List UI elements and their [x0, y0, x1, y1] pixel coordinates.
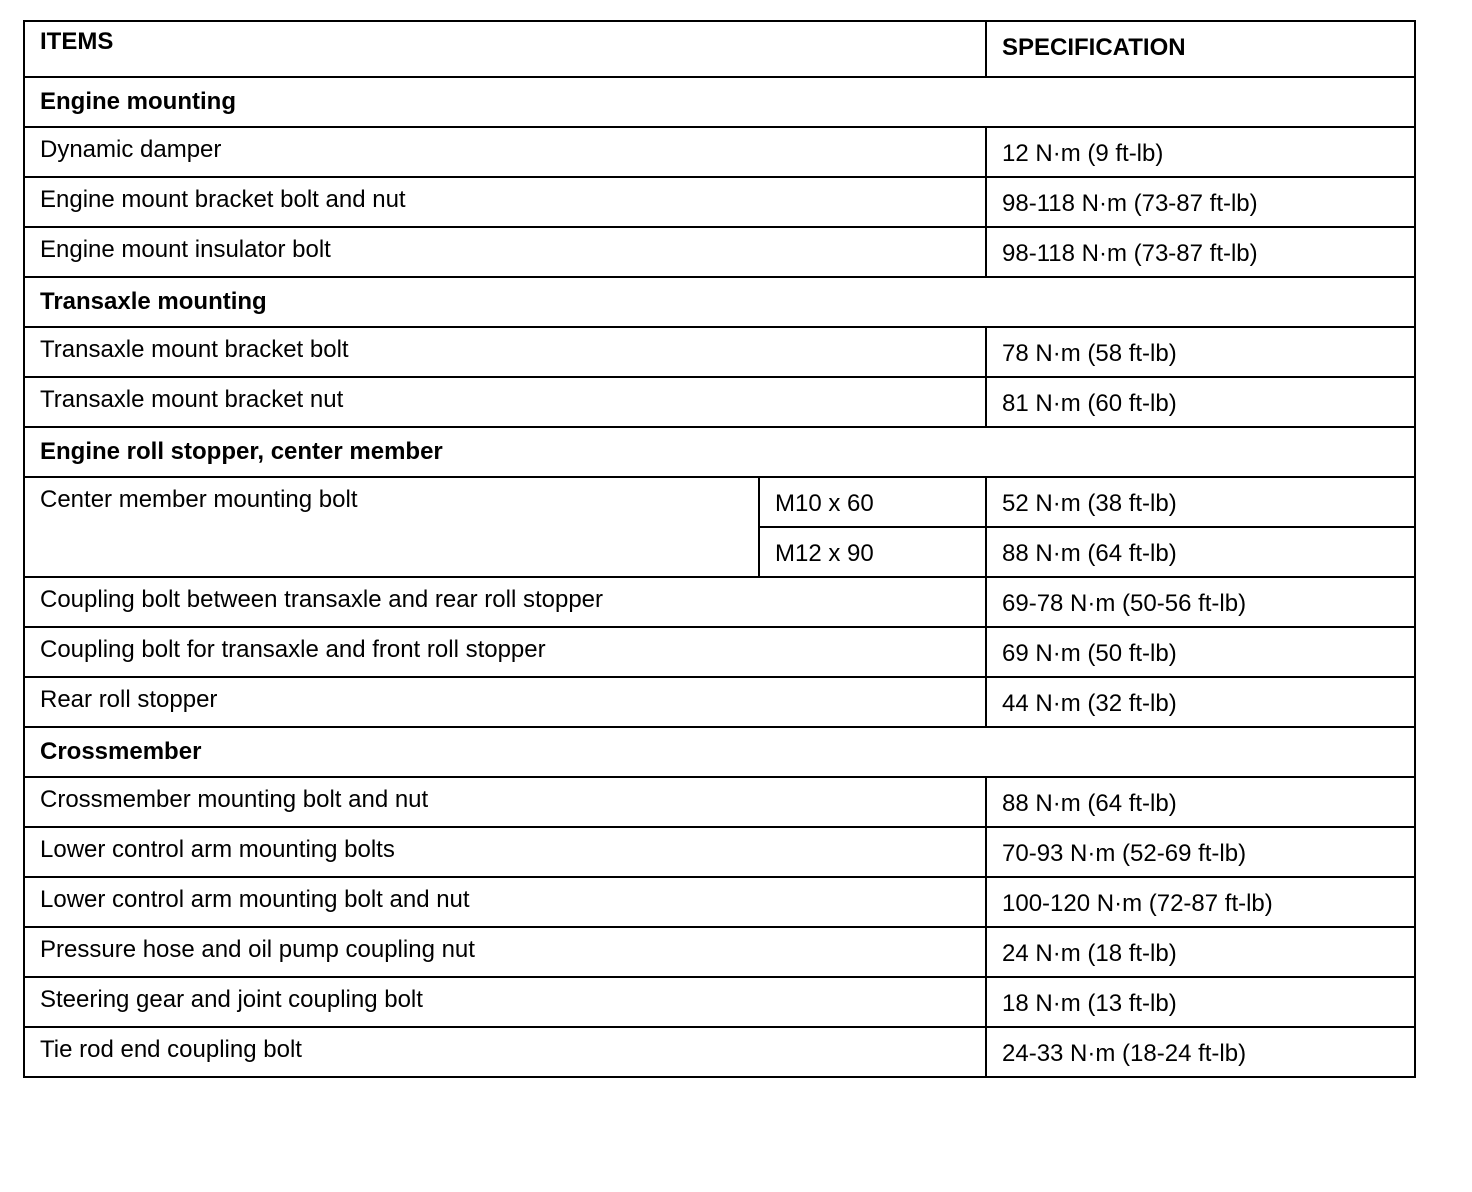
spec-cell: 70-93 N·m (52-69 ft-lb) [986, 827, 1415, 877]
item-cell: Pressure hose and oil pump coupling nut [24, 927, 986, 977]
table-row [24, 227, 1415, 277]
spec-cell: 98-118 N·m (73-87 ft-lb) [986, 227, 1415, 277]
table-row [24, 127, 1415, 177]
spec-cell: 81 N·m (60 ft-lb) [986, 377, 1415, 427]
item-cell: Crossmember mounting bolt and nut [24, 777, 986, 827]
section-header-row [24, 727, 1415, 777]
header-specification: SPECIFICATION [986, 21, 1415, 77]
spec-cell: 88 N·m (64 ft-lb) [986, 527, 1415, 577]
spec-cell: 88 N·m (64 ft-lb) [986, 777, 1415, 827]
section-title: Crossmember [24, 727, 1415, 777]
item-cell: Coupling bolt between transaxle and rear roll stopper [24, 577, 986, 627]
table-row [24, 1027, 1415, 1077]
spec-cell: 100-120 N·m (72-87 ft-lb) [986, 877, 1415, 927]
spec-cell: 18 N·m (13 ft-lb) [986, 977, 1415, 1027]
spec-cell: 24 N·m (18 ft-lb) [986, 927, 1415, 977]
item-cell: Coupling bolt for transaxle and front roll stopper [24, 627, 986, 677]
table-row [24, 577, 1415, 627]
spec-cell: 52 N·m (38 ft-lb) [986, 477, 1415, 527]
size-cell: M10 x 60 [759, 477, 986, 527]
table-row [24, 927, 1415, 977]
item-cell: Rear roll stopper [24, 677, 986, 727]
table-row [24, 377, 1415, 427]
item-cell: Engine mount bracket bolt and nut [24, 177, 986, 227]
table-row [24, 827, 1415, 877]
spec-cell: 98-118 N·m (73-87 ft-lb) [986, 177, 1415, 227]
table-row [24, 777, 1415, 827]
section-header-row [24, 427, 1415, 477]
section-header-row [24, 277, 1415, 327]
spec-cell: 78 N·m (58 ft-lb) [986, 327, 1415, 377]
item-cell: Dynamic damper [24, 127, 986, 177]
item-cell: Steering gear and joint coupling bolt [24, 977, 986, 1027]
table-row [24, 977, 1415, 1027]
table-row [24, 177, 1415, 227]
section-header-row [24, 77, 1415, 127]
item-cell: Lower control arm mounting bolts [24, 827, 986, 877]
header-row [24, 21, 1415, 77]
item-cell: Transaxle mount bracket nut [24, 377, 986, 427]
table-row [24, 327, 1415, 377]
size-cell: M12 x 90 [759, 527, 986, 577]
spec-cell: 44 N·m (32 ft-lb) [986, 677, 1415, 727]
spec-cell: 69-78 N·m (50-56 ft-lb) [986, 577, 1415, 627]
header-items: ITEMS [24, 21, 986, 77]
table-row [24, 677, 1415, 727]
spec-cell: 24-33 N·m (18-24 ft-lb) [986, 1027, 1415, 1077]
table-row [24, 877, 1415, 927]
table-row [24, 627, 1415, 677]
item-cell: Engine mount insulator bolt [24, 227, 986, 277]
section-title: Transaxle mounting [24, 277, 1415, 327]
item-cell: Tie rod end coupling bolt [24, 1027, 986, 1077]
item-cell: Transaxle mount bracket bolt [24, 327, 986, 377]
section-title: Engine mounting [24, 77, 1415, 127]
torque-spec-table [23, 20, 1416, 1078]
item-cell: Lower control arm mounting bolt and nut [24, 877, 986, 927]
item-cell: Center member mounting bolt [24, 477, 759, 577]
spec-cell: 69 N·m (50 ft-lb) [986, 627, 1415, 677]
spec-cell: 12 N·m (9 ft-lb) [986, 127, 1415, 177]
table-row [24, 477, 1415, 527]
section-title: Engine roll stopper, center member [24, 427, 1415, 477]
